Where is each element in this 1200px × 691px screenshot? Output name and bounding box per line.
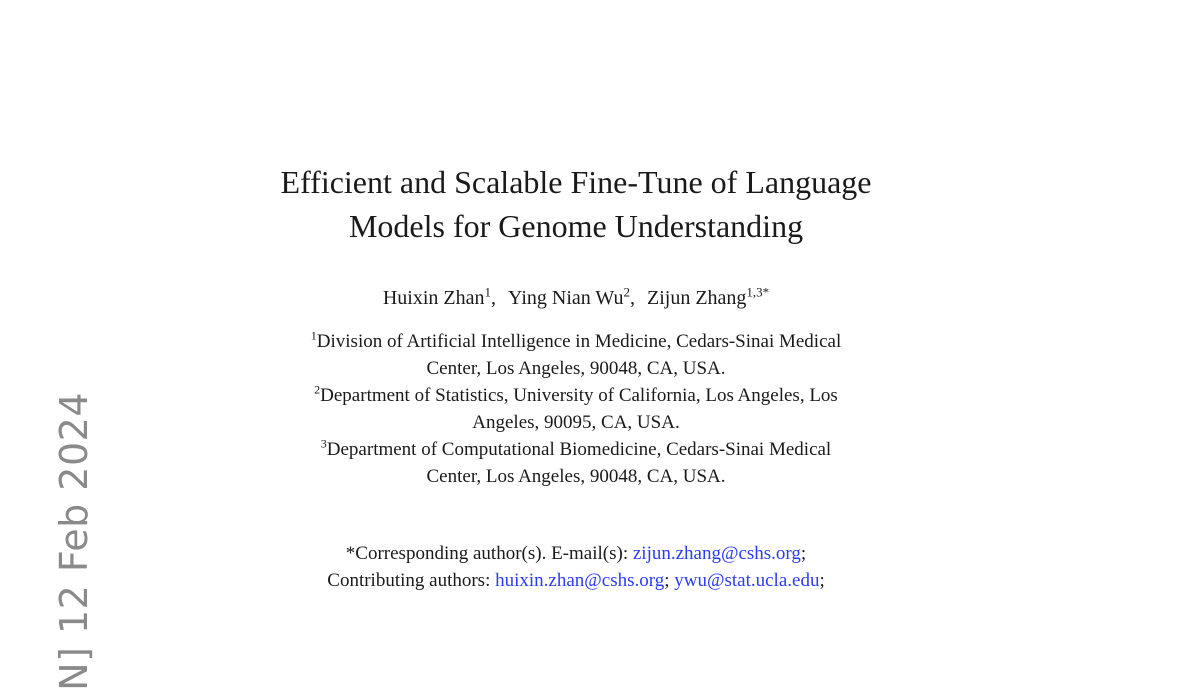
affiliation-item: [0, 328, 1152, 382]
author-affil-mark: 2: [623, 284, 630, 300]
author-name: Ying Nian Wu: [507, 287, 624, 309]
affiliation-line: Center, Los Angeles, 90048, CA, USA.: [426, 358, 726, 379]
title-line-1: Efficient and Scalable Fine-Tune of Language: [280, 164, 872, 200]
separator: ;: [800, 543, 807, 564]
separator: ;: [819, 570, 825, 591]
contributing-authors-line: [0, 567, 1152, 594]
affiliation-list: [0, 328, 1152, 490]
affiliation-mark: 1: [310, 328, 317, 343]
title-line-2: Models for Genome Understanding: [348, 208, 804, 244]
affiliation-line: Department of Computational Biomedicine, Cedars-Sinai Medical: [326, 439, 832, 460]
author-name: Huixin Zhan: [382, 287, 485, 309]
contributing-label: Contributing authors:: [327, 570, 496, 591]
author-name: Zijun Zhang: [646, 287, 747, 309]
contact-info: [0, 540, 1152, 594]
affiliation-line: Division of Artificial Intelligence in Medicine, Cedars-Sinai Medical: [316, 331, 842, 352]
author-list: Huixin Zhan$^1$, Ying Nian Wu$^2$, Zijun Zhang$^{1,3*}$: [382, 284, 770, 309]
corresponding-email-link[interactable]: zijun.zhang@cshs.org: [632, 543, 801, 564]
affiliation-item: [0, 436, 1152, 490]
affiliation-mark: 2: [314, 382, 321, 397]
contributing-email-link[interactable]: ywu@stat.ucla.edu: [674, 570, 820, 591]
affiliation-item: [0, 382, 1152, 436]
arxiv-stamp-text: N] 12 Feb 2024: [52, 392, 96, 691]
affiliation-line: Department of Statistics, University of California, Los Angeles, Los: [320, 385, 838, 406]
affiliation-line: Angeles, 90095, CA, USA.: [472, 412, 680, 433]
contributing-email-link[interactable]: huixin.zhan@cshs.org: [495, 570, 665, 591]
affiliation-mark: 3: [320, 436, 327, 451]
author-affil-mark: 1: [484, 284, 491, 300]
separator: ;: [664, 570, 675, 591]
paper-title: [0, 160, 1152, 248]
affiliation-line: Center, Los Angeles, 90048, CA, USA.: [426, 466, 726, 487]
author-affil-mark: 1,3*: [746, 284, 770, 300]
corresponding-label: *Corresponding author(s). E-mail(s):: [345, 543, 633, 564]
corresponding-author-line: [0, 540, 1152, 567]
